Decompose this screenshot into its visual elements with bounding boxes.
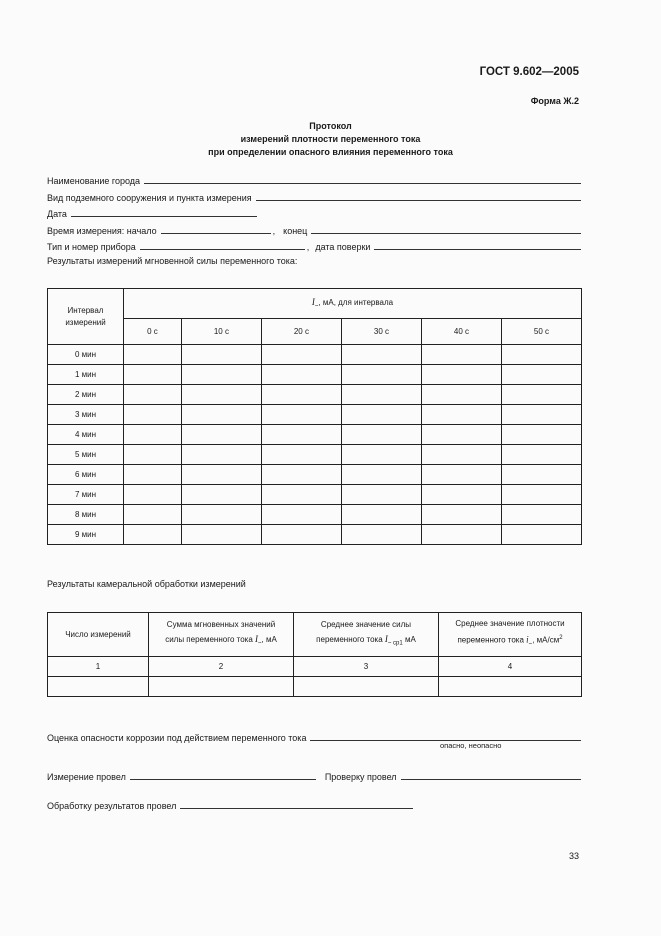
mean-symbol: I — [384, 634, 388, 645]
measurements-body — [48, 345, 582, 545]
comma: , — [272, 226, 276, 236]
measurement-cell[interactable] — [421, 385, 501, 405]
minute-label: 9 мин — [48, 525, 124, 545]
table-row — [48, 485, 582, 505]
measurement-cell[interactable] — [181, 405, 261, 425]
measurement-cell[interactable] — [261, 405, 341, 425]
minute-label: 2 мин — [48, 385, 124, 405]
measurement-cell[interactable] — [124, 485, 182, 505]
column-number: 3 — [294, 657, 439, 677]
time-end-blank[interactable] — [311, 233, 581, 234]
measurement-cell[interactable] — [421, 405, 501, 425]
time-start-label: Время измерения: начало — [47, 226, 157, 236]
current-header — [124, 289, 582, 319]
minute-label: 8 мин — [48, 505, 124, 525]
measurement-cell[interactable] — [261, 385, 341, 405]
data-cell[interactable] — [149, 677, 294, 697]
measurement-cell[interactable] — [124, 365, 182, 385]
processing-label: Результаты камеральной обработки измерений — [47, 579, 246, 589]
measurement-cell[interactable] — [124, 505, 182, 525]
measurement-cell[interactable] — [421, 365, 501, 385]
density-symbol: i — [526, 635, 529, 646]
measurement-cell[interactable] — [261, 465, 341, 485]
page-number: 33 — [568, 851, 579, 861]
measured-label: Измерение провел — [47, 772, 126, 782]
measurement-cell[interactable] — [421, 425, 501, 445]
measurement-cell[interactable] — [501, 465, 581, 485]
seconds-header-cell: 0 с — [124, 319, 182, 345]
form-label: Форма Ж.2 — [530, 96, 579, 106]
date-field — [47, 205, 257, 219]
measurement-cell[interactable] — [261, 425, 341, 445]
date-blank[interactable] — [71, 216, 257, 217]
measurement-cell[interactable] — [261, 525, 341, 545]
measurement-cell[interactable] — [341, 465, 421, 485]
checked-blank[interactable] — [401, 779, 581, 780]
data-cell[interactable] — [439, 677, 582, 697]
table-row — [48, 425, 582, 445]
structure-label: Вид подземного сооружения и пункта измерения — [47, 193, 252, 203]
measurement-cell[interactable] — [124, 425, 182, 445]
measurement-cell[interactable] — [341, 445, 421, 465]
title-line-3: при определении опасного влияния переменного тока — [208, 147, 453, 157]
column-number: 2 — [149, 657, 294, 677]
measurement-cell[interactable] — [421, 485, 501, 505]
measurement-cell[interactable] — [341, 385, 421, 405]
table-row — [48, 505, 582, 525]
table-row — [48, 465, 582, 485]
assessment-label: Оценка опасности коррозии под действием переменного тока — [47, 733, 307, 743]
column-numbers-row — [48, 657, 582, 677]
data-cell[interactable] — [48, 677, 149, 697]
measurement-cell[interactable] — [124, 445, 182, 465]
measurement-cell[interactable] — [124, 405, 182, 425]
signature-row — [47, 768, 581, 782]
measurement-cell[interactable] — [124, 525, 182, 545]
measurement-cell[interactable] — [341, 345, 421, 365]
measurement-cell[interactable] — [501, 525, 581, 545]
table-row — [48, 445, 582, 465]
measurement-cell[interactable] — [501, 345, 581, 365]
seconds-header-cell: 10 с — [181, 319, 261, 345]
measurement-cell[interactable] — [181, 505, 261, 525]
processing-data-row — [48, 677, 582, 697]
measurement-cell[interactable] — [421, 525, 501, 545]
current-symbol: I — [311, 297, 315, 308]
minute-label: 1 мин — [48, 365, 124, 385]
measurement-cell[interactable] — [124, 385, 182, 405]
assessment-note: опасно, неопасно — [440, 741, 502, 750]
verify-date-label: дата поверки — [315, 242, 371, 252]
measurement-cell[interactable] — [124, 465, 182, 485]
measurement-cell[interactable] — [421, 345, 501, 365]
mean-density-header: Среднее значение плотности переменного тока $i_\sim$, $мА/см^2$ — [439, 613, 582, 657]
column-number: 4 — [439, 657, 582, 677]
structure-field — [47, 189, 581, 203]
measurement-cell[interactable] — [181, 525, 261, 545]
table-row — [48, 405, 582, 425]
title-line-1: Протокол — [309, 121, 352, 131]
measurement-cell[interactable] — [341, 525, 421, 545]
seconds-header-cell: 30 с — [341, 319, 421, 345]
time-end-label: конец — [283, 226, 308, 236]
measurement-cell[interactable] — [261, 505, 341, 525]
measurement-cell[interactable] — [181, 465, 261, 485]
sum-header: Сумма мгновенных значений силы переменного тока $I_\sim$, мА — [149, 613, 294, 657]
device-field — [47, 238, 581, 252]
minute-label: 5 мин — [48, 445, 124, 465]
measurement-cell[interactable] — [341, 485, 421, 505]
table-row — [48, 385, 582, 405]
processed-field — [47, 797, 413, 811]
current-unit: , мА, для интервала — [318, 298, 394, 308]
measurement-cell[interactable] — [261, 485, 341, 505]
results-label: Результаты измерений мгновенной силы переменного тока: — [47, 256, 298, 266]
mean-current-header: Среднее значение силы переменного тока $I_{\sim ср1}$ мА — [294, 613, 439, 657]
measurement-cell[interactable] — [181, 425, 261, 445]
measurement-cell[interactable] — [181, 445, 261, 465]
city-label: Наименование города — [47, 176, 141, 186]
title-line-2: измерений плотности переменного тока — [240, 134, 421, 144]
seconds-header-cell: 40 с — [421, 319, 501, 345]
minute-label: 6 мин — [48, 465, 124, 485]
city-blank[interactable] — [144, 183, 581, 184]
measurement-cell[interactable] — [261, 445, 341, 465]
minute-label: 7 мин — [48, 485, 124, 505]
date-label: Дата — [47, 209, 67, 219]
table-row — [48, 345, 582, 365]
measurement-cell[interactable] — [181, 385, 261, 405]
column-number: 1 — [48, 657, 149, 677]
table-row — [48, 365, 582, 385]
seconds-header-cell: 50 с — [501, 319, 581, 345]
device-label: Тип и номер прибора — [47, 242, 136, 252]
processing-table — [47, 612, 582, 697]
measurement-cell[interactable] — [181, 345, 261, 365]
checked-label: Проверку провел — [324, 772, 397, 782]
measurement-cell[interactable] — [501, 385, 581, 405]
processed-label: Обработку результатов провел — [47, 801, 177, 811]
time-field — [47, 222, 581, 236]
data-cell[interactable] — [294, 677, 439, 697]
table-row — [48, 525, 582, 545]
count-header: Число измерений — [48, 613, 149, 657]
measurement-cell[interactable] — [501, 405, 581, 425]
city-field — [47, 172, 581, 186]
processed-blank[interactable] — [180, 808, 413, 809]
measurement-cell[interactable] — [341, 365, 421, 385]
minute-label: 4 мин — [48, 425, 124, 445]
device-blank[interactable] — [140, 249, 305, 250]
measurement-cell[interactable] — [501, 445, 581, 465]
minute-label: 0 мин — [48, 345, 124, 365]
time-start-blank[interactable] — [161, 233, 271, 234]
measurement-cell[interactable] — [501, 505, 581, 525]
measurement-cell[interactable] — [501, 485, 581, 505]
measurement-cell[interactable] — [501, 425, 581, 445]
measurement-cell[interactable] — [261, 365, 341, 385]
measurement-cell[interactable] — [341, 505, 421, 525]
comma: , — [306, 242, 310, 252]
current-symbol-sub: ~ — [314, 303, 319, 310]
seconds-row — [48, 319, 582, 345]
minute-label: 3 мин — [48, 405, 124, 425]
structure-blank[interactable] — [256, 200, 581, 201]
measurement-cell[interactable] — [501, 365, 581, 385]
standard-header: ГОСТ 9.602—2005 — [479, 66, 579, 78]
measurement-cell[interactable] — [421, 445, 501, 465]
measurement-cell[interactable] — [124, 345, 182, 365]
measurement-cell[interactable] — [341, 425, 421, 445]
measurement-cell[interactable] — [421, 505, 501, 525]
measurement-cell[interactable] — [181, 485, 261, 505]
verify-date-blank[interactable] — [374, 249, 581, 250]
measurement-cell[interactable] — [181, 365, 261, 385]
measurement-cell[interactable] — [261, 345, 341, 365]
measurement-cell[interactable] — [421, 465, 501, 485]
sum-symbol: I — [255, 634, 259, 645]
seconds-header-cell: 20 с — [261, 319, 341, 345]
measured-blank[interactable] — [130, 779, 316, 780]
measurements-table — [47, 288, 582, 545]
measurement-cell[interactable] — [341, 405, 421, 425]
interval-header: Интервал измерений — [48, 289, 124, 345]
